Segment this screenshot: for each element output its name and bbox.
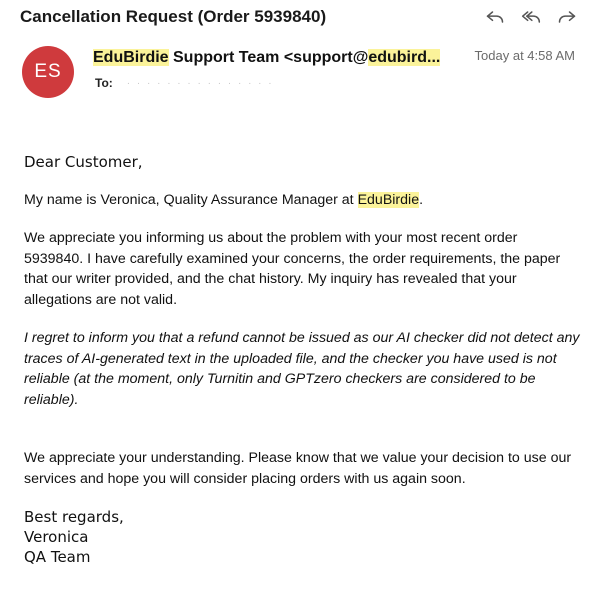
recipient-row <box>95 76 274 90</box>
intro-prefix: My name is Veronica, Quality Assurance Manager at <box>24 191 358 208</box>
intro-suffix: . <box>419 191 424 208</box>
sign-off: Best regards, <box>24 508 124 526</box>
paragraph-3: We appreciate your understanding. Please know that we value your decision to use our services and hope you will consider placing orders with us again soon. <box>24 450 572 487</box>
forward-icon[interactable] <box>556 6 578 28</box>
received-time: Today at 4:58 AM <box>474 48 575 63</box>
signer-team: QA Team <box>24 548 91 566</box>
paragraph-2: I regret to inform you that a refund cannot be issued as our AI checker did not detect any traces of AI-generated text in the uploaded file, and the checker you have used is not reliable (at the moment, only Turnitin and GPTzero checkers are considered to be reliable). <box>24 330 580 408</box>
signer-name: Veronica <box>24 528 89 546</box>
sender-domain-highlight: edubird... <box>368 49 441 66</box>
reply-all-icon[interactable] <box>520 6 542 28</box>
sender-brand-highlight: EduBirdie <box>93 49 169 66</box>
intro-brand-highlight: EduBirdie <box>357 191 420 208</box>
recipient-redacted: · · · · · · · · · · · · · · · <box>126 77 274 89</box>
reply-icon[interactable] <box>484 6 506 28</box>
sender-name[interactable] <box>93 49 443 67</box>
to-label: To: <box>95 76 113 90</box>
greeting: Dear Customer, <box>24 153 143 171</box>
paragraph-1: We appreciate you informing us about the problem with your most recent order 5939840. I have carefully examined your concerns, the order requirements, the paper that our writer provided, and the chat history. My inquiry has revealed that your allegations are not valid. <box>24 230 561 308</box>
sender-name-text: Support Team <support@ <box>168 49 369 66</box>
sender-avatar: ES <box>22 46 74 98</box>
email-body <box>24 152 580 567</box>
message-actions <box>484 6 578 28</box>
signature <box>24 507 580 567</box>
intro-paragraph <box>24 190 580 211</box>
email-subject: Cancellation Request (Order 5939840) <box>20 7 327 26</box>
